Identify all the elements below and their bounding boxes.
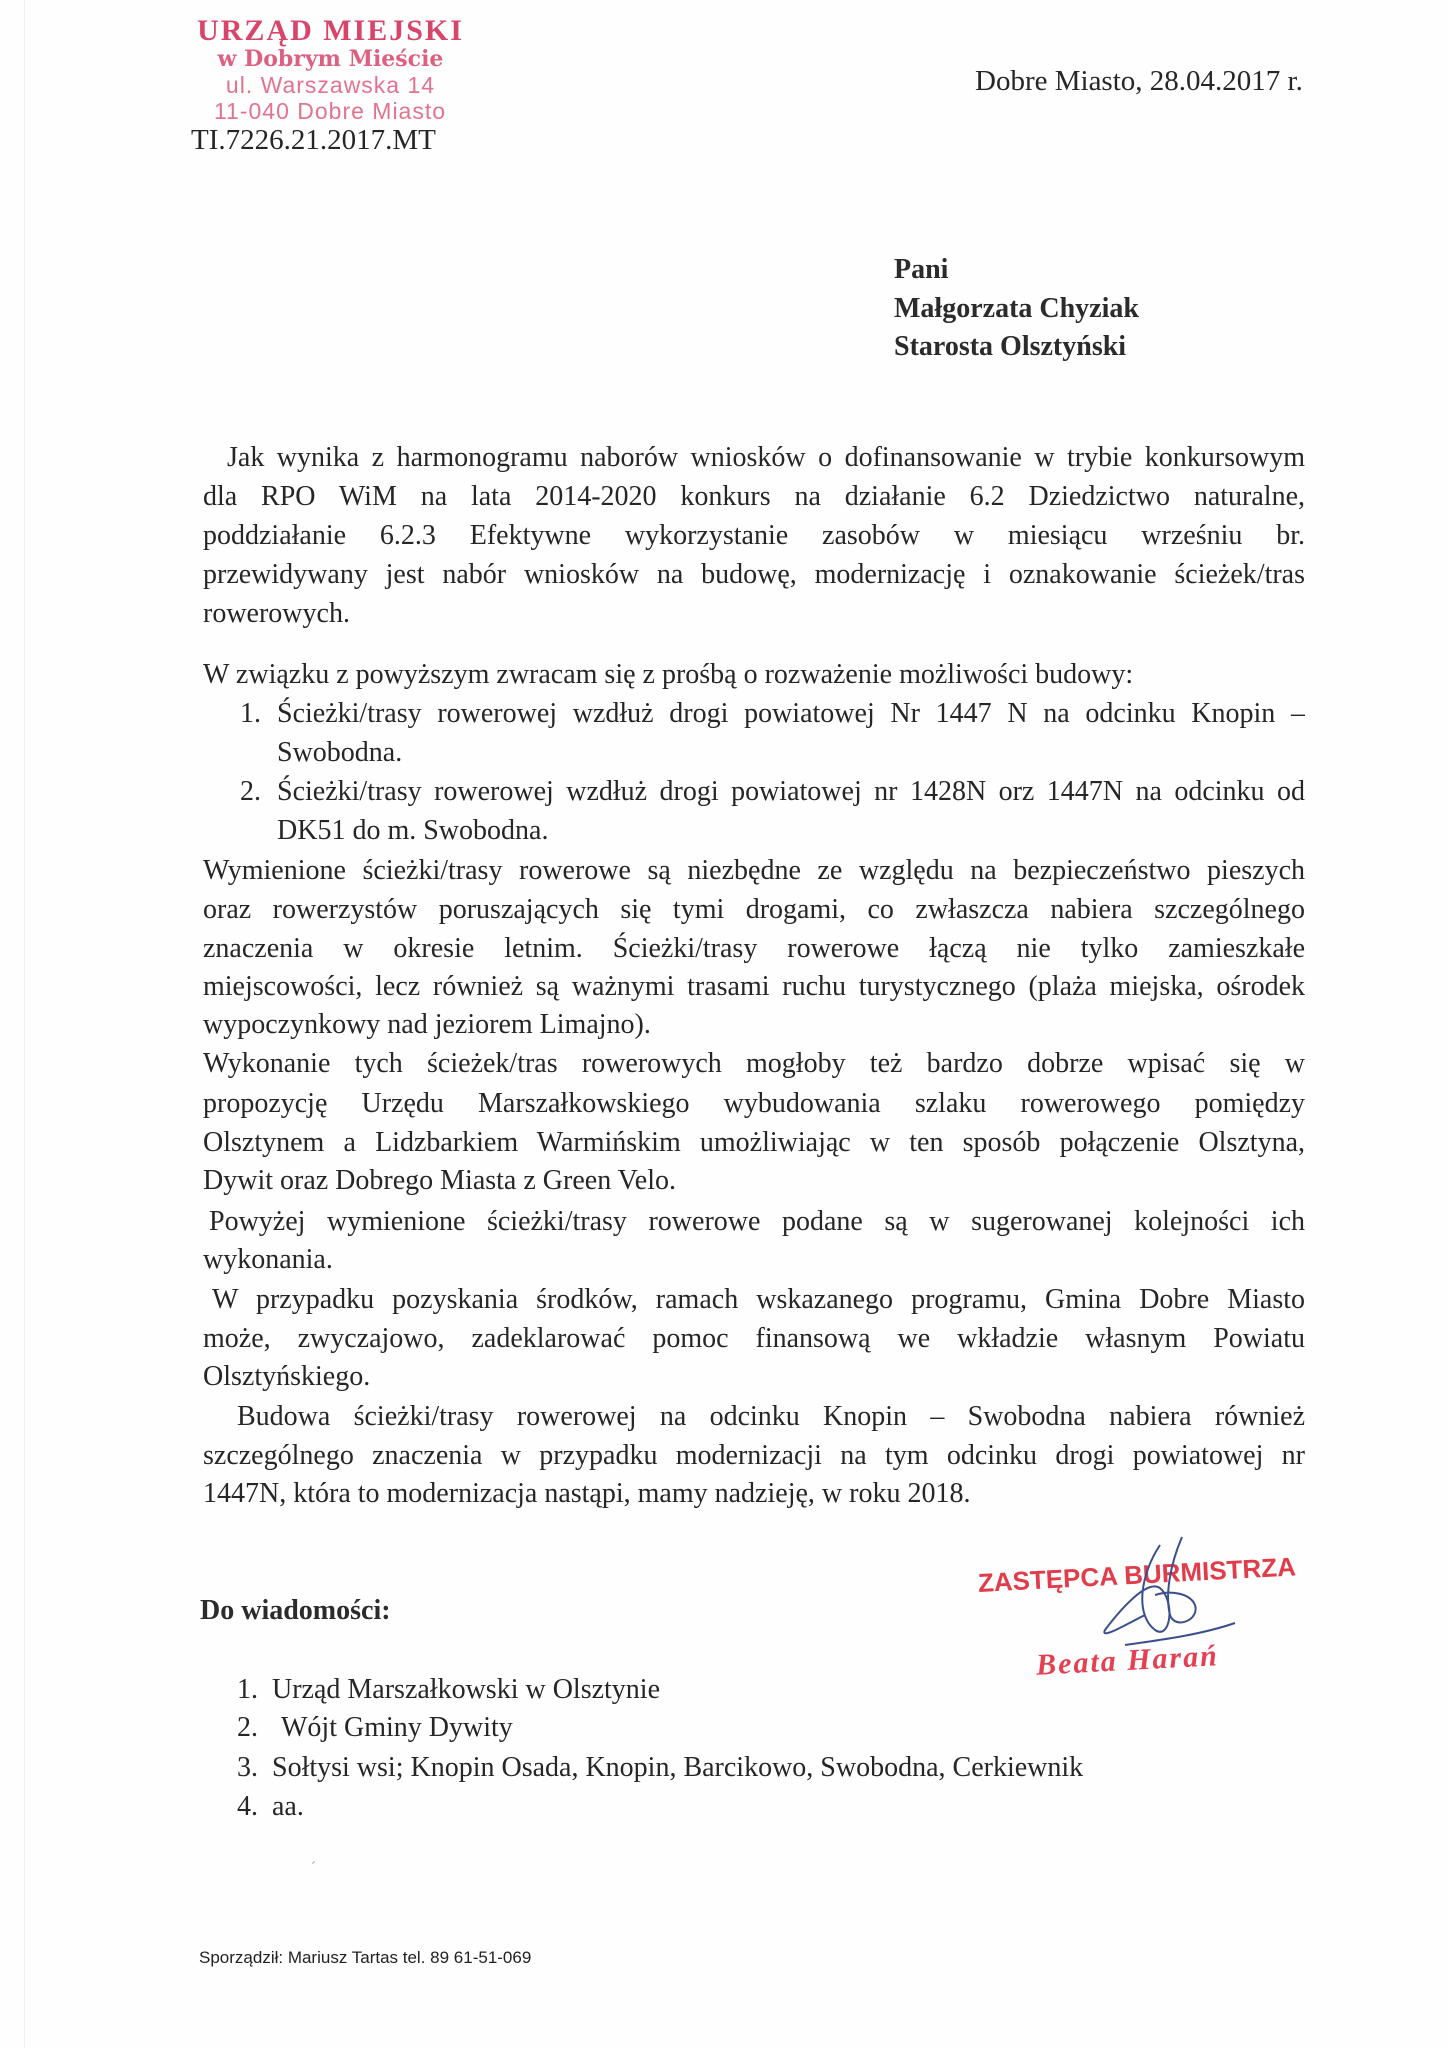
stamp-street: ul. Warszawska 14 [225, 72, 436, 98]
list-text: Wójt Gminy Dywity [281, 1712, 513, 1743]
stamp-office-town: w Dobrym Mieście [217, 46, 444, 72]
paragraph-line: rowerowych. [203, 598, 350, 629]
paragraph-line: szczególnego znaczenia w przypadku modernizacji na tym odcinku drogi powiatowej nr [203, 1440, 1305, 1471]
list-number: 2. [240, 776, 261, 807]
paragraph-line: Budowa ścieżki/trasy rowerowej na odcinku Knopin – Swobodna nabiera również [237, 1401, 1305, 1432]
stray-mark [312, 1861, 315, 1864]
paragraph-line: Olsztynem a Lidzbarkiem Warmińskim umożliwiając w ten sposób połączenie Olsztyna, [203, 1127, 1305, 1158]
addressee-salutation: Pani [894, 254, 949, 285]
letter-date: Dobre Miasto, 28.04.2017 r. [975, 65, 1303, 97]
signature-stamp-name: Beata Harań [1035, 1639, 1220, 1682]
paragraph-line: propozycję Urzędu Marszałkowskiego wybudowania szlaku rowerowego pomiędzy [203, 1088, 1305, 1119]
addressee-name: Małgorzata Chyziak [894, 293, 1139, 324]
paragraph-line: przewidywany jest nabór wniosków na budowę, modernizację i oznakowanie ścieżek/tras [203, 559, 1305, 590]
list-number: 1. [240, 698, 261, 729]
list-number: 1. [237, 1674, 258, 1705]
list-text: Swobodna. [277, 737, 403, 768]
list-text: Ścieżki/trasy rowerowej wzdłuż drogi powiatowej Nr 1447 N na odcinku Knopin – [277, 698, 1305, 729]
list-text: aa. [272, 1791, 304, 1822]
paragraph-line: Jak wynika z harmonogramu naborów wniosków o dofinansowanie w trybie konkursowym [227, 442, 1305, 473]
list-text: DK51 do m. Swobodna. [277, 815, 549, 846]
paragraph-line: W przypadku pozyskania środków, ramach wskazanego programu, Gmina Dobre Miasto [212, 1284, 1305, 1315]
list-text: Sołtysi wsi; Knopin Osada, Knopin, Barcikowo, Swobodna, Cerkiewnik [272, 1752, 1084, 1783]
stamp-postal: 11-040 Dobre Miasto [213, 98, 447, 124]
paragraph-line: może, zwyczajowo, zadeklarować pomoc finansową we wkładzie własnym Powiatu [203, 1323, 1305, 1354]
scan-edge [24, 0, 25, 2048]
paragraph-line: wypoczynkowy nad jeziorem Limajno). [203, 1009, 651, 1040]
addressee-title: Starosta Olsztyński [894, 331, 1127, 362]
paragraph-line: Wykonanie tych ścieżek/tras rowerowych mogłoby też bardzo dobrze wpisać się w [203, 1048, 1305, 1079]
paragraph-line: oraz rowerzystów poruszających się tymi drogami, co zwłaszcza nabiera szczególnego [203, 894, 1305, 925]
paragraph-line: dla RPO WiM na lata 2014-2020 konkurs na działanie 6.2 Dziedzictwo naturalne, [203, 481, 1305, 512]
paragraph-line: poddziałanie 6.2.3 Efektywne wykorzystanie zasobów w miesiącu wrześniu br. [203, 520, 1305, 551]
list-number: 4. [237, 1791, 258, 1822]
paragraph-line: Wymienione ścieżki/trasy rowerowe są niezbędne ze względu na bezpieczeństwo pieszych [203, 855, 1305, 886]
paragraph-line: miejscowości, lecz również są ważnymi trasami ruchu turystycznego (plaża miejska, ośrodek [203, 971, 1305, 1002]
signature-stamp-title: ZASTĘPCA BURMISTRZA [977, 1551, 1297, 1598]
prepared-by-footer: Sporządził: Mariusz Tartas tel. 89 61-51-069 [199, 1948, 532, 1967]
stamp-office-name: URZĄD MIEJSKI [197, 14, 464, 47]
list-number: 3. [237, 1752, 258, 1783]
list-text: Ścieżki/trasy rowerowej wzdłuż drogi powiatowej nr 1428N orz 1447N na odcinku od [277, 776, 1305, 807]
list-number: 2. [237, 1712, 258, 1743]
paragraph-line: 1447N, która to modernizacja nastąpi, mamy nadzieję, w roku 2018. [203, 1478, 971, 1509]
paragraph-line: Dywit oraz Dobrego Miasta z Green Velo. [203, 1165, 677, 1196]
list-text: Urząd Marszałkowski w Olsztynie [272, 1674, 661, 1705]
paragraph-line: wykonania. [203, 1244, 333, 1275]
handwritten-signature-icon [1100, 1535, 1250, 1655]
paragraph-line: W związku z powyższym zwracam się z prośbą o rozważenie możliwości budowy: [203, 659, 1134, 690]
reference-number: TI.7226.21.2017.MT [191, 124, 436, 156]
paragraph-line: znaczenia w okresie letnim. Ścieżki/trasy rowerowe łączą nie tylko zamieszkałe [203, 933, 1305, 964]
cc-heading: Do wiadomości: [200, 1595, 391, 1626]
paragraph-line: Olsztyńskiego. [203, 1361, 371, 1392]
paragraph-line: Powyżej wymienione ścieżki/trasy rowerowe podane są w sugerowanej kolejności ich [209, 1206, 1305, 1237]
